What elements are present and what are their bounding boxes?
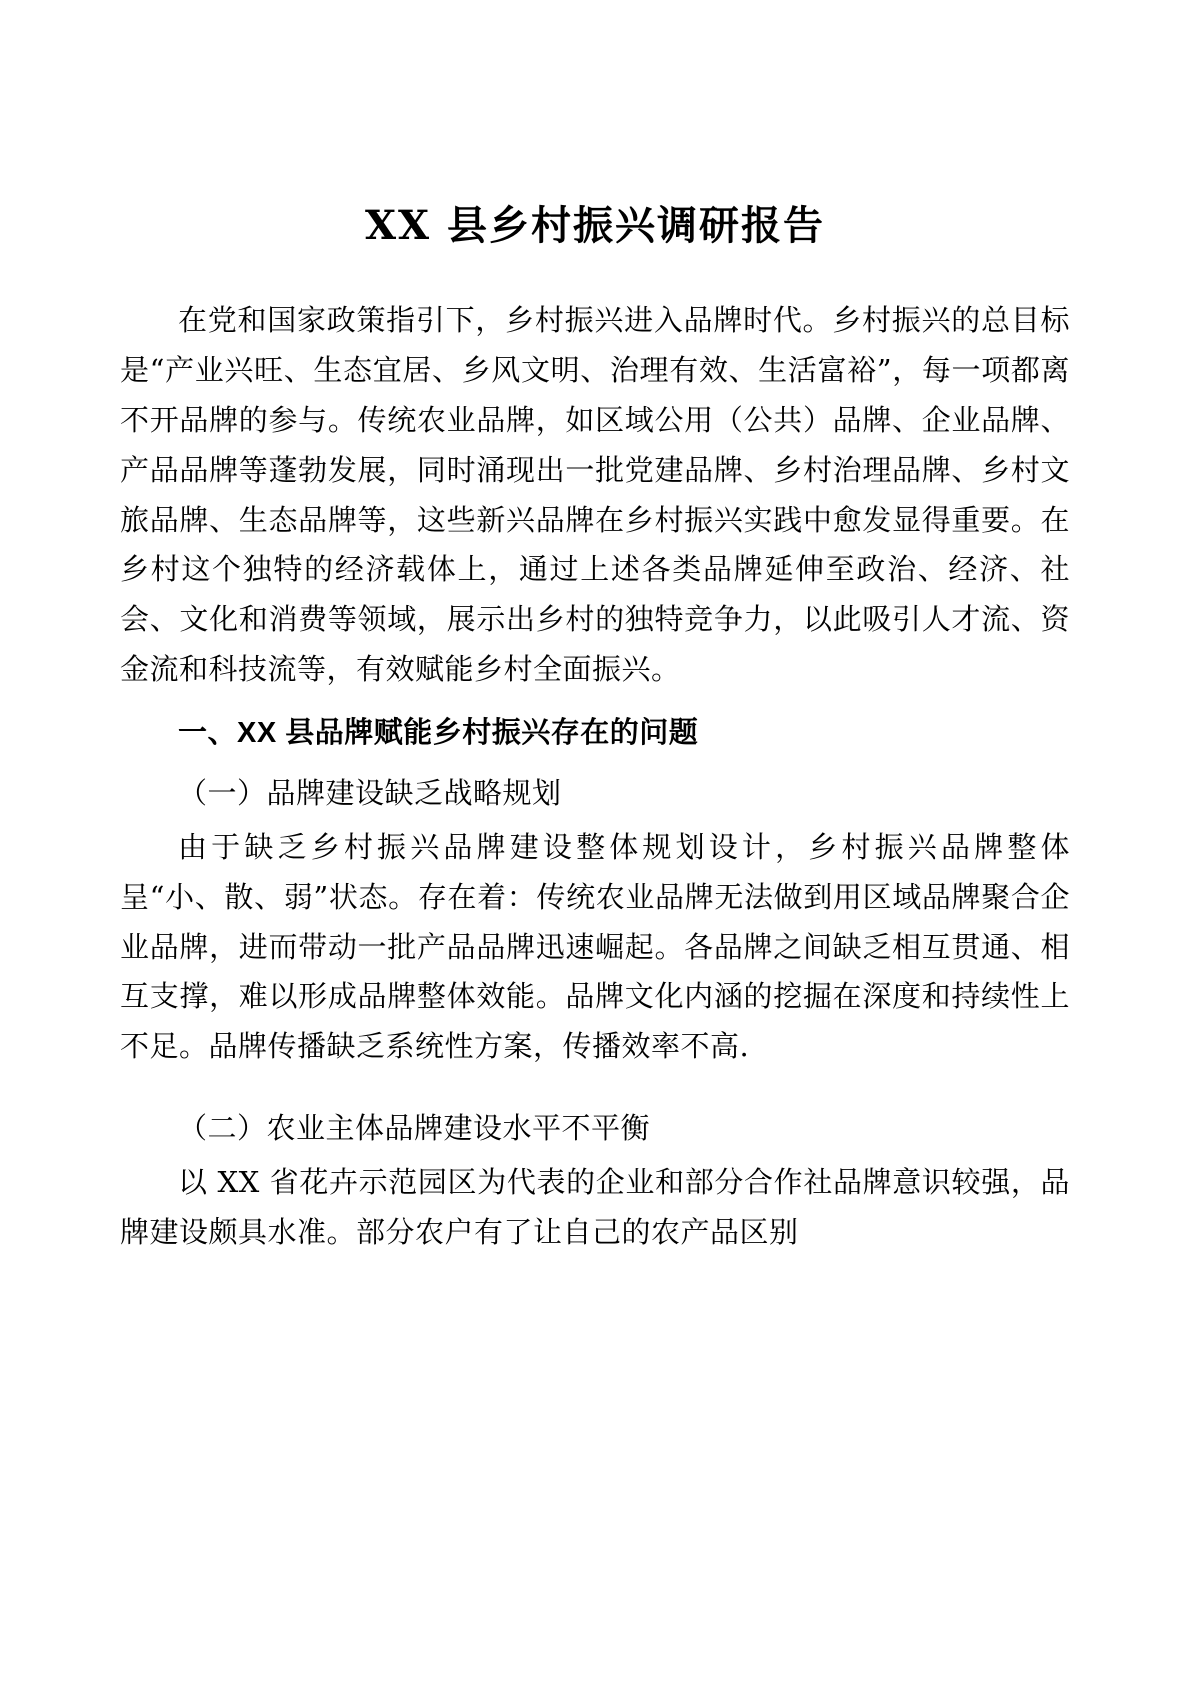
subsection-heading-2: （二）农业主体品牌建设水平不平衡	[178, 1111, 651, 1146]
paragraph-strategy: 由于缺乏乡村振兴品牌建设整体规划设计，乡村振兴品牌整体呈“小、散、弱”状态。存在着：传统农业品牌无法做到用区域品牌聚合企业品牌，进而带动一批产品品牌迅速崛起。各品牌之间缺乏相互贯通、相互支撑，难以形成品牌整体效能。品牌文化内涵的挖掘在深度和持续性上不足。品牌传播缺乏系统性方案，传播效率不高.	[120, 829, 1070, 1064]
page-title: XX 县乡村振兴调研报告	[365, 202, 825, 249]
subsection-heading-1: （一）品牌建设缺乏战略规划	[178, 775, 562, 810]
paragraph-subjects: 以 XX 省花卉示范园区为代表的企业和部分合作社品牌意识较强，品牌建设颇具水准。部分农户有了让自己的农产品区别	[120, 1165, 1070, 1249]
paragraph-spacer	[120, 1082, 1070, 1094]
paragraph-intro: 在党和国家政策指引下，乡村振兴进入品牌时代。乡村振兴的总目标是“产业兴旺、生态宜居、乡风文明、治理有效、生活富裕”，每一项都离不开品牌的参与。传统农业品牌，如区域公用（公共）品牌、企业品牌、产品品牌等蓬勃发展，同时涌现出一批党建品牌、乡村治理品牌、乡村文旅品牌、生态品牌等，这些新兴品牌在乡村振兴实践中愈发显得重要。在乡村这个独特的经济载体上，通过上述各类品牌延伸至政治、经济、社会、文化和消费等领域，展示出乡村的独特竞争力，以此吸引人才流、资金流和科技流等，有效赋能乡村全面振兴。	[120, 303, 1070, 687]
section-heading-1: 一、XX 县品牌赋能乡村振兴存在的问题	[178, 717, 699, 749]
